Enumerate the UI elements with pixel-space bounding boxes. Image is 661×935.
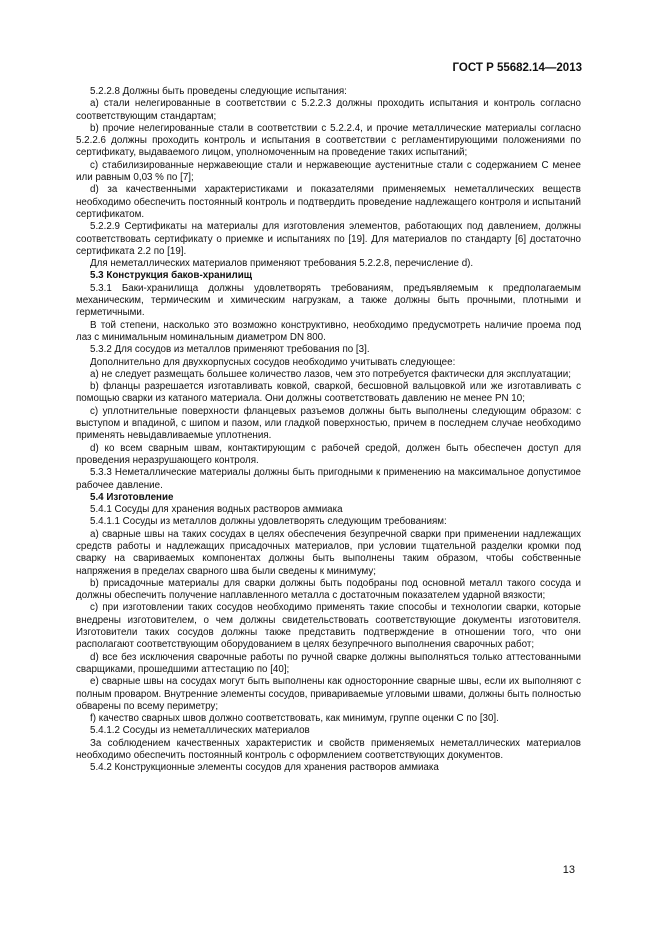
paragraph: 5.2.2.9 Сертификаты на материалы для изготовления элементов, работающих под давлением, должны соответствовать сертификату о приемке и испытаниях по [19]. Для материалов по стандарту [6] достаточно сертификата 2.2 по [19]. [76, 221, 581, 257]
paragraph: а) стали нелегированные в соответствии с 5.2.2.3 должны проходить испытания и контроль согласно соответствующим стандартам; [76, 98, 581, 122]
paragraph: Для неметаллических материалов применяют требования 5.2.2.8, перечисление d). [90, 258, 474, 270]
paragraph: 5.3.3 Неметаллические материалы должны быть пригодными к применению на максимальное допустимое рабочее давление. [76, 467, 581, 491]
paragraph: 5.3.2 Для сосудов из металлов применяют требования по [3]. [90, 344, 370, 356]
paragraph: За соблюдением качественных характеристик и свойств применяемых неметаллических материалов необходимо обеспечить постоянный контроль с оформлением соответствующих документов. [76, 737, 581, 762]
document-header: ГОСТ Р 55682.14—2013 [452, 62, 582, 74]
paragraph: f) качество сварных швов должно соответствовать, как минимум, группе оценки C по [30]. [90, 713, 499, 725]
paragraph: d) ко всем сварным швам, контактирующим с рабочей средой, должен быть обеспечен доступ для проведения неразрушающего контроля. [76, 442, 581, 466]
paragraph: 5.4.1 Сосуды для хранения водных растворов аммиака [90, 504, 343, 516]
paragraph: 5.4.2 Конструкционные элементы сосудов для хранения растворов аммиака [90, 762, 439, 774]
paragraph: b) присадочные материалы для сварки должны быть подобраны под основной металл такого сосуда и должны обеспечить получение наплавленного металла с достаточным показателем ударной вязкости; [76, 577, 581, 602]
paragraph: c) уплотнительные поверхности фланцевых разъемов должны быть выполнены следующим образом: с выступом и впадиной, с шипом и пазом, или гладкой поверхностью, причем в последнем случае необходимо применять невыдавливаемые уплотнения. [76, 405, 581, 442]
paragraph: 5.3.1 Баки-хранилища должны удовлетворять требованиям, предъявляемым к предполагаемым механическим, термическим и химическим нагрузкам, а также должны быть прочными, плотными и герметичными. [76, 282, 581, 319]
paragraph: b) прочие нелегированные стали в соответствии с 5.2.2.4, и прочие металлические материалы согласно 5.2.2.6 должны проходить контроль и испытания в соответствии с регламентирующими положениями по сертификату, выдаваемого лицом, уполномоченным на проведение таких испытаний; [76, 122, 581, 159]
section-heading: 5.3 Конструкция баков-хранилищ [90, 270, 253, 282]
paragraph: а) не следует размещать большее количество лазов, чем это потребуется фактически для эксплуатации; [90, 368, 571, 380]
page-number: 13 [562, 864, 575, 876]
paragraph: 5.4.1.1 Сосуды из металлов должны удовлетворять следующим требованиям: [90, 516, 447, 528]
paragraph: а) сварные швы на таких сосудах в целях обеспечения безупречной сварки при применении надлежащих средств работы и надлежащих присадочных материалов, при условии тщательной разделки кромки под сварку на свариваемых компонентах должны быть выполнены таким образом, чтобы собственные напряжения в пределах сварного шва были сведены к минимуму; [76, 528, 581, 577]
paragraph: c) при изготовлении таких сосудов необходимо применять такие способы и технологии сварки, которые внедрены изготовителем, о чем должны свидетельствовать соответствующие документы изготовителя. Изготовители таких сосудов должны также представить подтверждение в отношении того, что они располагают соответствующим оборудованием в целях безупречного выполнения сварочных работ; [76, 602, 581, 651]
document-body [76, 86, 581, 775]
section-heading: 5.4 Изготовление [90, 491, 174, 503]
paragraph: d) все без исключения сварочные работы по ручной сварке должны выполняться только аттестованными сварщиками, прошедшими аттестацию по [40]; [76, 651, 581, 675]
paragraph: 5.2.2.8 Должны быть проведены следующие испытания: [90, 86, 347, 97]
paragraph: В той степени, насколько это возможно конструктивно, необходимо предусмотреть наличие проема под лаз с минимальным номинальным диаметром DN 800. [76, 319, 581, 343]
paragraph: 5.4.1.2 Сосуды из неметаллических материалов [90, 725, 310, 737]
paragraph: d) за качественными характеристиками и показателями применяемых неметаллических веществ необходимо обеспечить постоянный контроль и подтвердить проведение надлежащего контроля и испытаний сертификатом. [76, 184, 581, 220]
paragraph: c) стабилизированные нержавеющие стали и нержавеющие аустенитные стали с содержанием C менее или равным 0,03 % по [7]; [76, 159, 581, 184]
paragraph: Дополнительно для двухкорпусных сосудов необходимо учитывать следующее: [90, 356, 456, 368]
paragraph: e) сварные швы на сосудах могут быть выполнены как односторонние сварные швы, если их выполняют с полным проваром. Внутренние элементы сосудов, привариваемые угловыми швами, должны быть полностью обварены по всему периметру; [76, 676, 581, 712]
paragraph: b) фланцы разрешается изготавливать ковкой, сваркой, бесшовной вальцовкой или же изготавливать с помощью сварки из катаного материала. Они должны соответствовать давлению не менее PN 10; [76, 381, 581, 405]
